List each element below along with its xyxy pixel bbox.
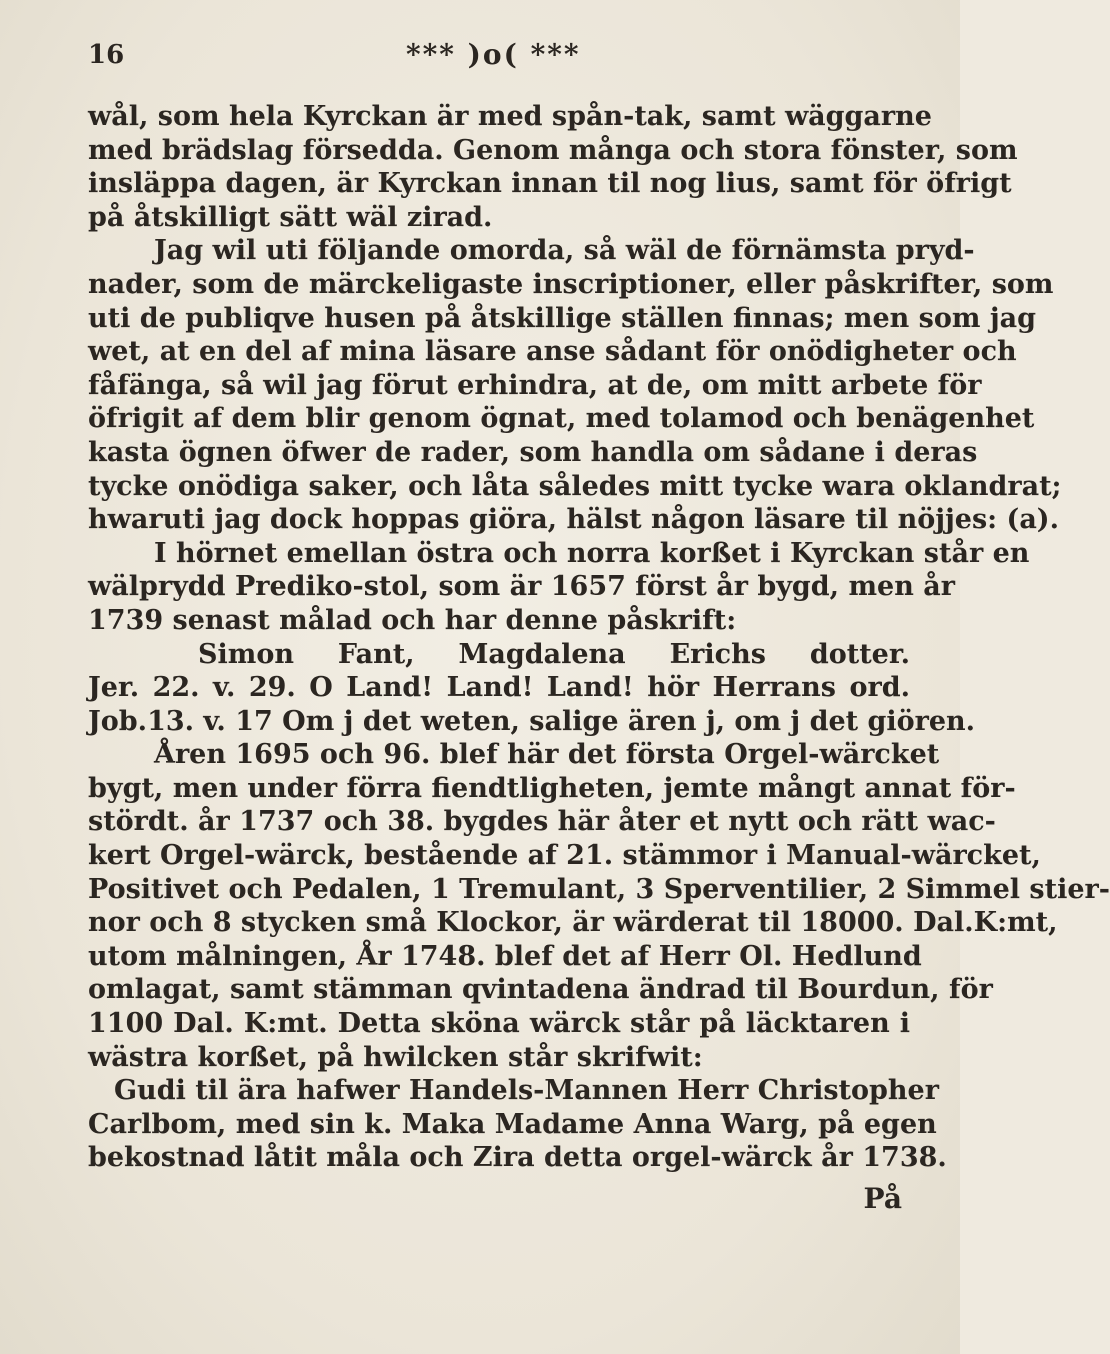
text-line: bygt, men under förra fiendtligheten, jemte mångt annat för-	[88, 772, 1016, 804]
text-line: hwaruti jag dock hoppas giöra, hälst någon läsare til nöjjes: (a).	[88, 504, 1059, 536]
text-line: tycke onödiga saker, och låta således mitt tycke wara oklandrat;	[88, 470, 1062, 502]
inscription-line: bekostnad låtit måla och Zira detta orgel-wärck år 1738.	[88, 1142, 947, 1174]
text-line: I hörnet emellan östra och norra korßet i Kyrckan står en	[154, 537, 1030, 569]
inscription-line: Simon Fant, Magdalena Erichs dotter.	[198, 638, 910, 670]
text-line: nor och 8 stycken små Klockor, är wärderat til 18000. Dal.K:mt,	[88, 907, 1058, 939]
text-line: wål, som hela Kyrckan är med spån-tak, samt wäggarne	[88, 101, 932, 132]
inscription-line: Carlbom, med sin k. Maka Madame Anna Warg, på egen	[88, 1108, 937, 1140]
text-line: uti de publiqve husen på åtskillige ställen finnas; men som jag	[88, 302, 1037, 334]
body-text	[88, 100, 1110, 1175]
text-line: 1100 Dal. K:mt. Detta sköna wärck står på läcktaren i	[88, 1008, 910, 1040]
text-line: Jag wil uti följande omorda, så wäl de förnämsta pryd-	[154, 235, 975, 267]
text-line: nader, som de märckeligaste inscriptioner, eller påskrifter, som	[88, 268, 1054, 300]
inscription-line: Jer. 22. v. 29. O Land! Land! Land! hör Herrans ord.	[88, 672, 910, 704]
text-line: wästra korßet, på hwilcken står skrifwit:	[88, 1041, 703, 1073]
text-line: utom målningen, År 1748. blef det af Herr Ol. Hedlund	[88, 940, 922, 972]
text-line: insläppa dagen, är Kyrckan innan til nog lius, samt för öfrigt	[88, 168, 1012, 200]
text-line: med brädslag försedda. Genom många och stora fönster, som	[88, 134, 1018, 166]
text-line: wet, at en del af mina läsare anse sådant för onödigheter och	[88, 336, 1017, 368]
text-line: kasta ögnen öfwer de rader, som handla om sådane i deras	[88, 436, 978, 468]
text-line: fåfänga, så wil jag förut erhindra, at de, om mitt arbete för	[88, 369, 982, 401]
header-ornament: *** )o( ***	[406, 38, 581, 71]
inscription-line: Gudi til ära hafwer Handels-Mannen Herr Christopher	[114, 1075, 939, 1107]
text-line: 1739 senast målad och har denne påskrift:	[88, 604, 737, 636]
text-line: öfrigit af dem blir genom ögnat, med tolamod och benägenhet	[88, 403, 1035, 435]
text-line: Positivet och Pedalen, 1 Tremulant, 3 Sperventilier, 2 Simmel stier-	[88, 873, 1110, 905]
text-line: Åren 1695 och 96. blef här det första Orgel-wärcket	[154, 739, 940, 771]
page-number: 16	[88, 40, 125, 70]
text-line: på åtskilligt sätt wäl zirad.	[88, 201, 493, 233]
catchword: På	[863, 1182, 902, 1215]
text-line: stördt. år 1737 och 38. bygdes här åter et nytt och rätt wac-	[88, 806, 996, 838]
text-line: kert Orgel-wärck, bestående af 21. stämmor i Manual-wärcket,	[88, 840, 1041, 872]
text-line: omlagat, samt stämman qvintadena ändrad til Bourdun, för	[88, 974, 993, 1006]
text-line: wälprydd Prediko-stol, som är 1657 först år bygd, men år	[88, 571, 955, 603]
page-header	[88, 38, 900, 82]
inscription-line: Job.13. v. 17 Om j det weten, salige ären j, om j det giören.	[88, 705, 976, 737]
